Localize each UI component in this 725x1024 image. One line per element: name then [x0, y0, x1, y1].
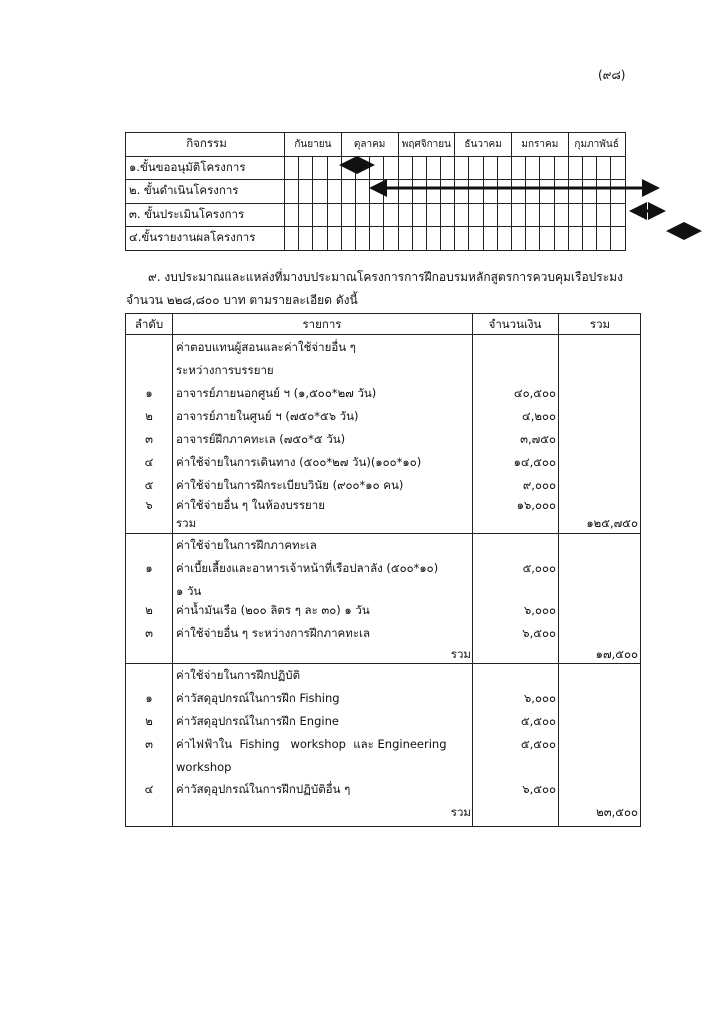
gantt-row: [126, 203, 626, 227]
item-no: ๔: [144, 455, 154, 469]
gantt-month: ธันวาคม: [455, 133, 512, 157]
item-desc: ค่าใช้จ่ายในการเดินทาง (๕๐๐*๒๗ วัน)(๑๐๐*๑๐): [176, 455, 422, 469]
item-no: ๒: [145, 603, 153, 617]
item-desc: ค่าใช้จ่ายในการฝึกระเบียบวินัย (๙๐๐*๑๐ คน): [176, 478, 404, 492]
gantt-header-row: [126, 133, 626, 157]
schedule-gantt-table: [125, 132, 626, 251]
header-no: ลำดับ: [134, 317, 164, 331]
item-amount: ๖,๐๐๐: [523, 603, 556, 617]
item-no: ๖: [145, 498, 153, 512]
item-no: ๒: [145, 714, 153, 728]
gantt-month: ตุลาคม: [341, 133, 398, 157]
item-amount: ๕,๐๐๐: [522, 561, 556, 575]
item-desc: ค่าน้ำมันเรือ (๒๐๐ ลิตร ๆ ละ ๓๐) ๑ วัน: [176, 603, 370, 617]
item-no: ๓: [145, 626, 153, 640]
item-no: ๔: [144, 782, 154, 796]
section-title: ค่าตอบแทนผู้สอนและค่าใช้จ่ายอื่น ๆ: [176, 340, 356, 354]
item-no: ๓: [145, 432, 153, 446]
item-amount: ๖,๕๐๐: [522, 626, 556, 640]
section-sum-label: รวม: [176, 516, 197, 530]
gantt-activity-label: ๓. ขั้นประเมินโครงการ: [126, 203, 285, 227]
item-amount: ๔๐,๕๐๐: [513, 386, 556, 400]
gantt-row: [126, 227, 626, 251]
section-title: ค่าใช้จ่ายในการฝึกภาคทะเล: [176, 538, 317, 552]
gantt-month: กันยายน: [285, 133, 342, 157]
item-no: ๕: [144, 478, 154, 492]
item-desc-cont: ๑ วัน: [176, 584, 202, 598]
gantt-activity-label: ๒. ขั้นดำเนินโครงการ: [126, 180, 285, 204]
gantt-month: มกราคม: [512, 133, 569, 157]
gantt-row: [126, 156, 626, 180]
item-desc: อาจารย์ภายในศูนย์ ฯ (๗๕๐*๕๖ วัน): [176, 409, 359, 423]
item-amount: ๓,๗๕๐: [520, 432, 556, 446]
section-sum-label: รวม: [450, 647, 471, 661]
item-desc: ค่าวัสดุอุปกรณ์ในการฝึก Fishing: [176, 691, 340, 705]
item-amount: ๔,๒๐๐: [522, 409, 556, 423]
item-desc: ค่าไฟฟ้าใน Fishing workshop และ Engineering: [176, 737, 447, 751]
item-desc: อาจารย์ภายนอกศูนย์ ฯ (๑,๕๐๐*๒๗ วัน): [176, 386, 377, 400]
item-no: ๑: [145, 691, 153, 705]
item-desc: ค่าวัสดุอุปกรณ์ในการฝึกปฏิบัติอื่น ๆ: [176, 782, 351, 796]
item-amount: ๖,๕๐๐: [522, 782, 556, 796]
item-amount: ๑๔,๕๐๐: [513, 455, 556, 469]
item-no: ๓: [145, 737, 153, 751]
budget-heading-line1: ๙. งบประมาณและแหล่งที่มางบประมาณโครงการการฝึกอบรมหลักสูตรการควบคุมเรือประมง: [148, 270, 623, 284]
page-number: (๙๘): [598, 68, 626, 82]
item-desc: ค่าใช้จ่ายอื่น ๆ ในห้องบรรยาย: [176, 498, 325, 512]
header-amount: จำนวนเงิน: [488, 317, 542, 331]
gantt-month: กุมภาพันธ์: [568, 133, 625, 157]
header-total: รวม: [589, 317, 611, 331]
budget-heading-line2: จำนวน ๒๒๘,๘๐๐ บาท ตามรายละเอียด ดังนี้: [126, 293, 358, 307]
item-amount: ๙,๐๐๐: [522, 478, 556, 492]
section-title: ค่าใช้จ่ายในการฝึกปฏิบัติ: [176, 668, 301, 682]
section-sum-label: รวม: [450, 805, 471, 819]
gantt-month: พฤศจิกายน: [398, 133, 455, 157]
gantt-activity-label: ๔.ขั้นรายงานผลโครงการ: [126, 227, 285, 251]
section-title: ระหว่างการบรรยาย: [176, 363, 274, 377]
header-item: รายการ: [302, 317, 342, 331]
item-amount: ๑๖,๐๐๐: [516, 498, 556, 512]
item-desc: อาจารย์ฝึกภาคทะเล (๗๕๐*๕ วัน): [176, 432, 346, 446]
section-sum-value: ๒๓,๕๐๐: [596, 805, 638, 819]
gantt-row: [126, 180, 626, 204]
item-amount: ๖,๐๐๐: [523, 691, 556, 705]
item-desc: ค่าเบี้ยเลี้ยงและอาหารเจ้าหน้าที่เรือปลาลัง (๕๐๐*๑๐): [176, 561, 439, 575]
budget-table: [125, 313, 641, 827]
item-desc: ค่าวัสดุอุปกรณ์ในการฝึก Engine: [176, 714, 339, 728]
item-amount: ๕,๕๐๐: [520, 714, 556, 728]
gantt-header-activity: กิจกรรม: [126, 133, 285, 157]
section-sum-value: ๑๗,๕๐๐: [595, 647, 638, 661]
item-no: ๒: [145, 409, 153, 423]
item-no: ๑: [145, 386, 153, 400]
item-amount: ๕,๕๐๐: [520, 737, 556, 751]
section-sum-value: ๑๒๕,๗๕๐: [586, 516, 638, 530]
item-desc-cont: workshop: [176, 760, 232, 774]
item-no: ๑: [145, 561, 153, 575]
gantt-activity-label: ๑.ขั้นขออนุมัติโครงการ: [126, 156, 285, 180]
item-desc: ค่าใช้จ่ายอื่น ๆ ระหว่างการฝึกภาคทะเล: [176, 626, 370, 640]
